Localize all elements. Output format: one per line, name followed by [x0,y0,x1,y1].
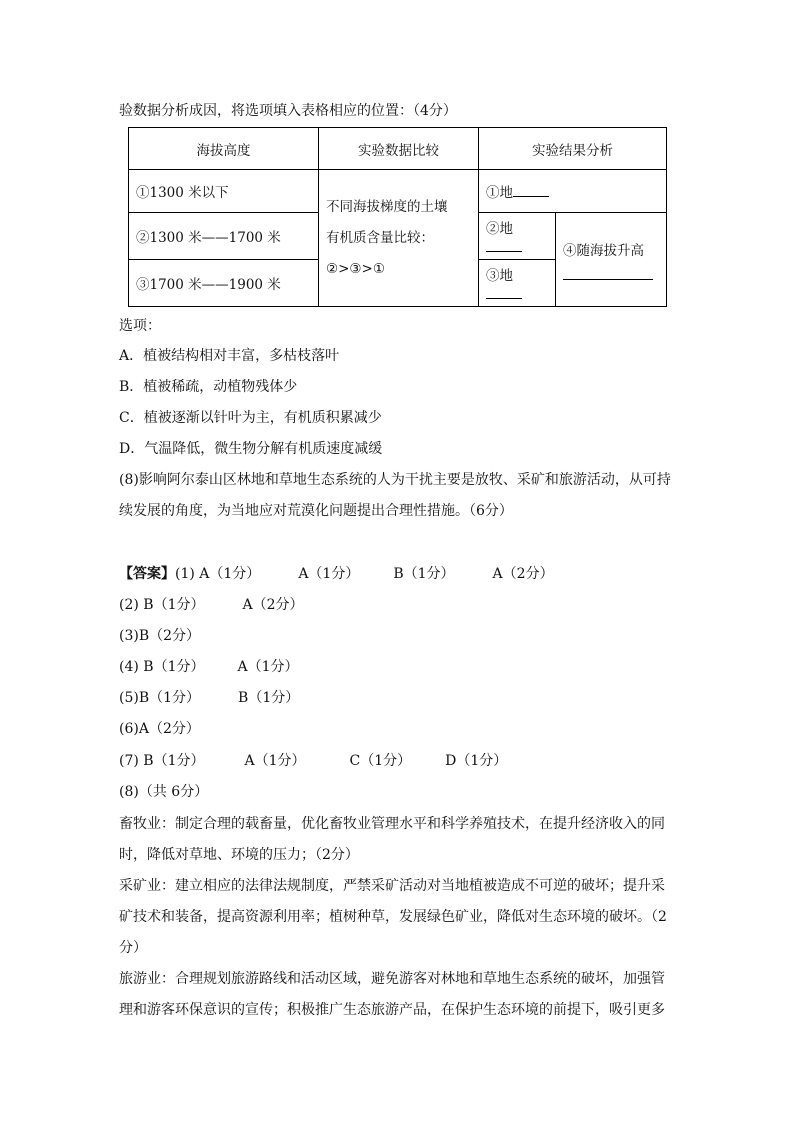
compare-cell [319,170,479,307]
answer-blank [486,284,522,299]
intro-text: 验数据分析成因，将选项填入表格相应的位置：（4分） [119,103,457,119]
answer-item: (2) B（1分） [119,597,205,613]
compare-line-3: ②>③>① [326,260,385,277]
answer-line-5 [119,688,299,708]
answer-item: (5)B（1分） [119,690,201,706]
answer-line-2 [119,595,304,615]
options-title: 选项： [119,318,161,334]
option-a: A．植被结构相对丰富，多枯枝落叶 [119,348,340,364]
answer-line-8: (8)（共 6分） [119,784,209,800]
answer-line-3: (3)B（2分） [119,628,201,644]
answer-item: B（1分） [238,690,300,706]
answer-line-7 [119,751,507,771]
result-label-2: ②地 [486,220,513,237]
answer-item: (1) A（1分） [175,566,261,582]
answer-blank [486,237,522,252]
row-altitude-3: ③1700 米——1900 米 [129,260,319,307]
option-c: C．植被逐渐以针叶为主，有机质积累减少 [119,410,382,426]
header-altitude: 海拔高度 [129,128,319,170]
header-result: 实验结果分析 [479,128,667,170]
result-cell-2 [479,213,556,260]
paragraph-line: 畜牧业：制定合理的载畜量，优化畜牧业管理水平和科学养殖技术，在提升经济收入的同 [119,816,665,832]
answer-item: B（1分） [393,566,455,582]
option-d: D．气温降低，微生物分解有机质速度减缓 [119,441,383,457]
paragraph-line: 分） [119,940,147,956]
note-cell [556,213,667,307]
question-8-line-2: 续发展的角度，为当地应对荒漠化问题提出合理性措施。（6分） [119,503,513,519]
answer-line-6: (6)A（2分） [119,721,200,737]
answer-blank [513,182,549,197]
row-altitude-2: ②1300 米——1700 米 [129,213,319,260]
row-altitude-1: ①1300 米以下 [129,170,319,213]
paragraph-line: 旅游业：合理规划旅游路线和活动区域，避免游客对林地和草地生态系统的破坏，加强管 [119,971,665,987]
answer-item: A（1分） [244,753,306,769]
result-label-1: ①地 [486,185,513,201]
answer-item: (4) B（1分） [119,659,205,675]
result-cell-3 [479,260,556,307]
paragraph-line: 采矿业：建立相应的法律法规制度，严禁采矿活动对当地植被造成不可逆的破坏；提升采 [119,878,665,894]
paragraph-line: 时，降低对草地、环境的压力；（2分） [119,847,359,863]
answer-label: 【答案】 [119,566,175,582]
option-b: B．植被稀疏，动植物残体少 [119,379,298,395]
question-8-line-1: (8)影响阿尔泰山区林地和草地生态系统的人为干扰主要是放牧、采矿和旅游活动，从可持 [119,472,671,488]
answer-item: (7) B（1分） [119,753,205,769]
answer-item: C（1分） [349,753,412,769]
paragraph-line: 理和游客环保意识的宣传；积极推广生态旅游产品，在保护生态环境的前提下，吸引更多 [119,1002,665,1018]
answer-line-1 [119,564,554,584]
result-label-3: ③地 [486,267,513,284]
result-cell-1 [479,170,667,213]
note-text: ④随海拔升高 [563,243,644,259]
answer-item: A（1分） [298,566,360,582]
answer-item: D（1分） [445,753,508,769]
answer-item: A（2分） [242,597,304,613]
answer-blank [563,265,653,280]
answer-item: A（2分） [492,566,554,582]
answer-line-4 [119,657,299,677]
experiment-table [128,127,667,307]
compare-line-2: 有机质含量比较： [326,229,434,246]
answer-item: A（1分） [237,659,299,675]
header-compare: 实验数据比较 [319,128,479,170]
compare-line-1: 不同海拔梯度的土壤 [326,198,448,215]
paragraph-line: 矿技术和装备，提高资源利用率；植树种草，发展绿色矿业，降低对生态环境的破坏。（2 [119,909,667,925]
